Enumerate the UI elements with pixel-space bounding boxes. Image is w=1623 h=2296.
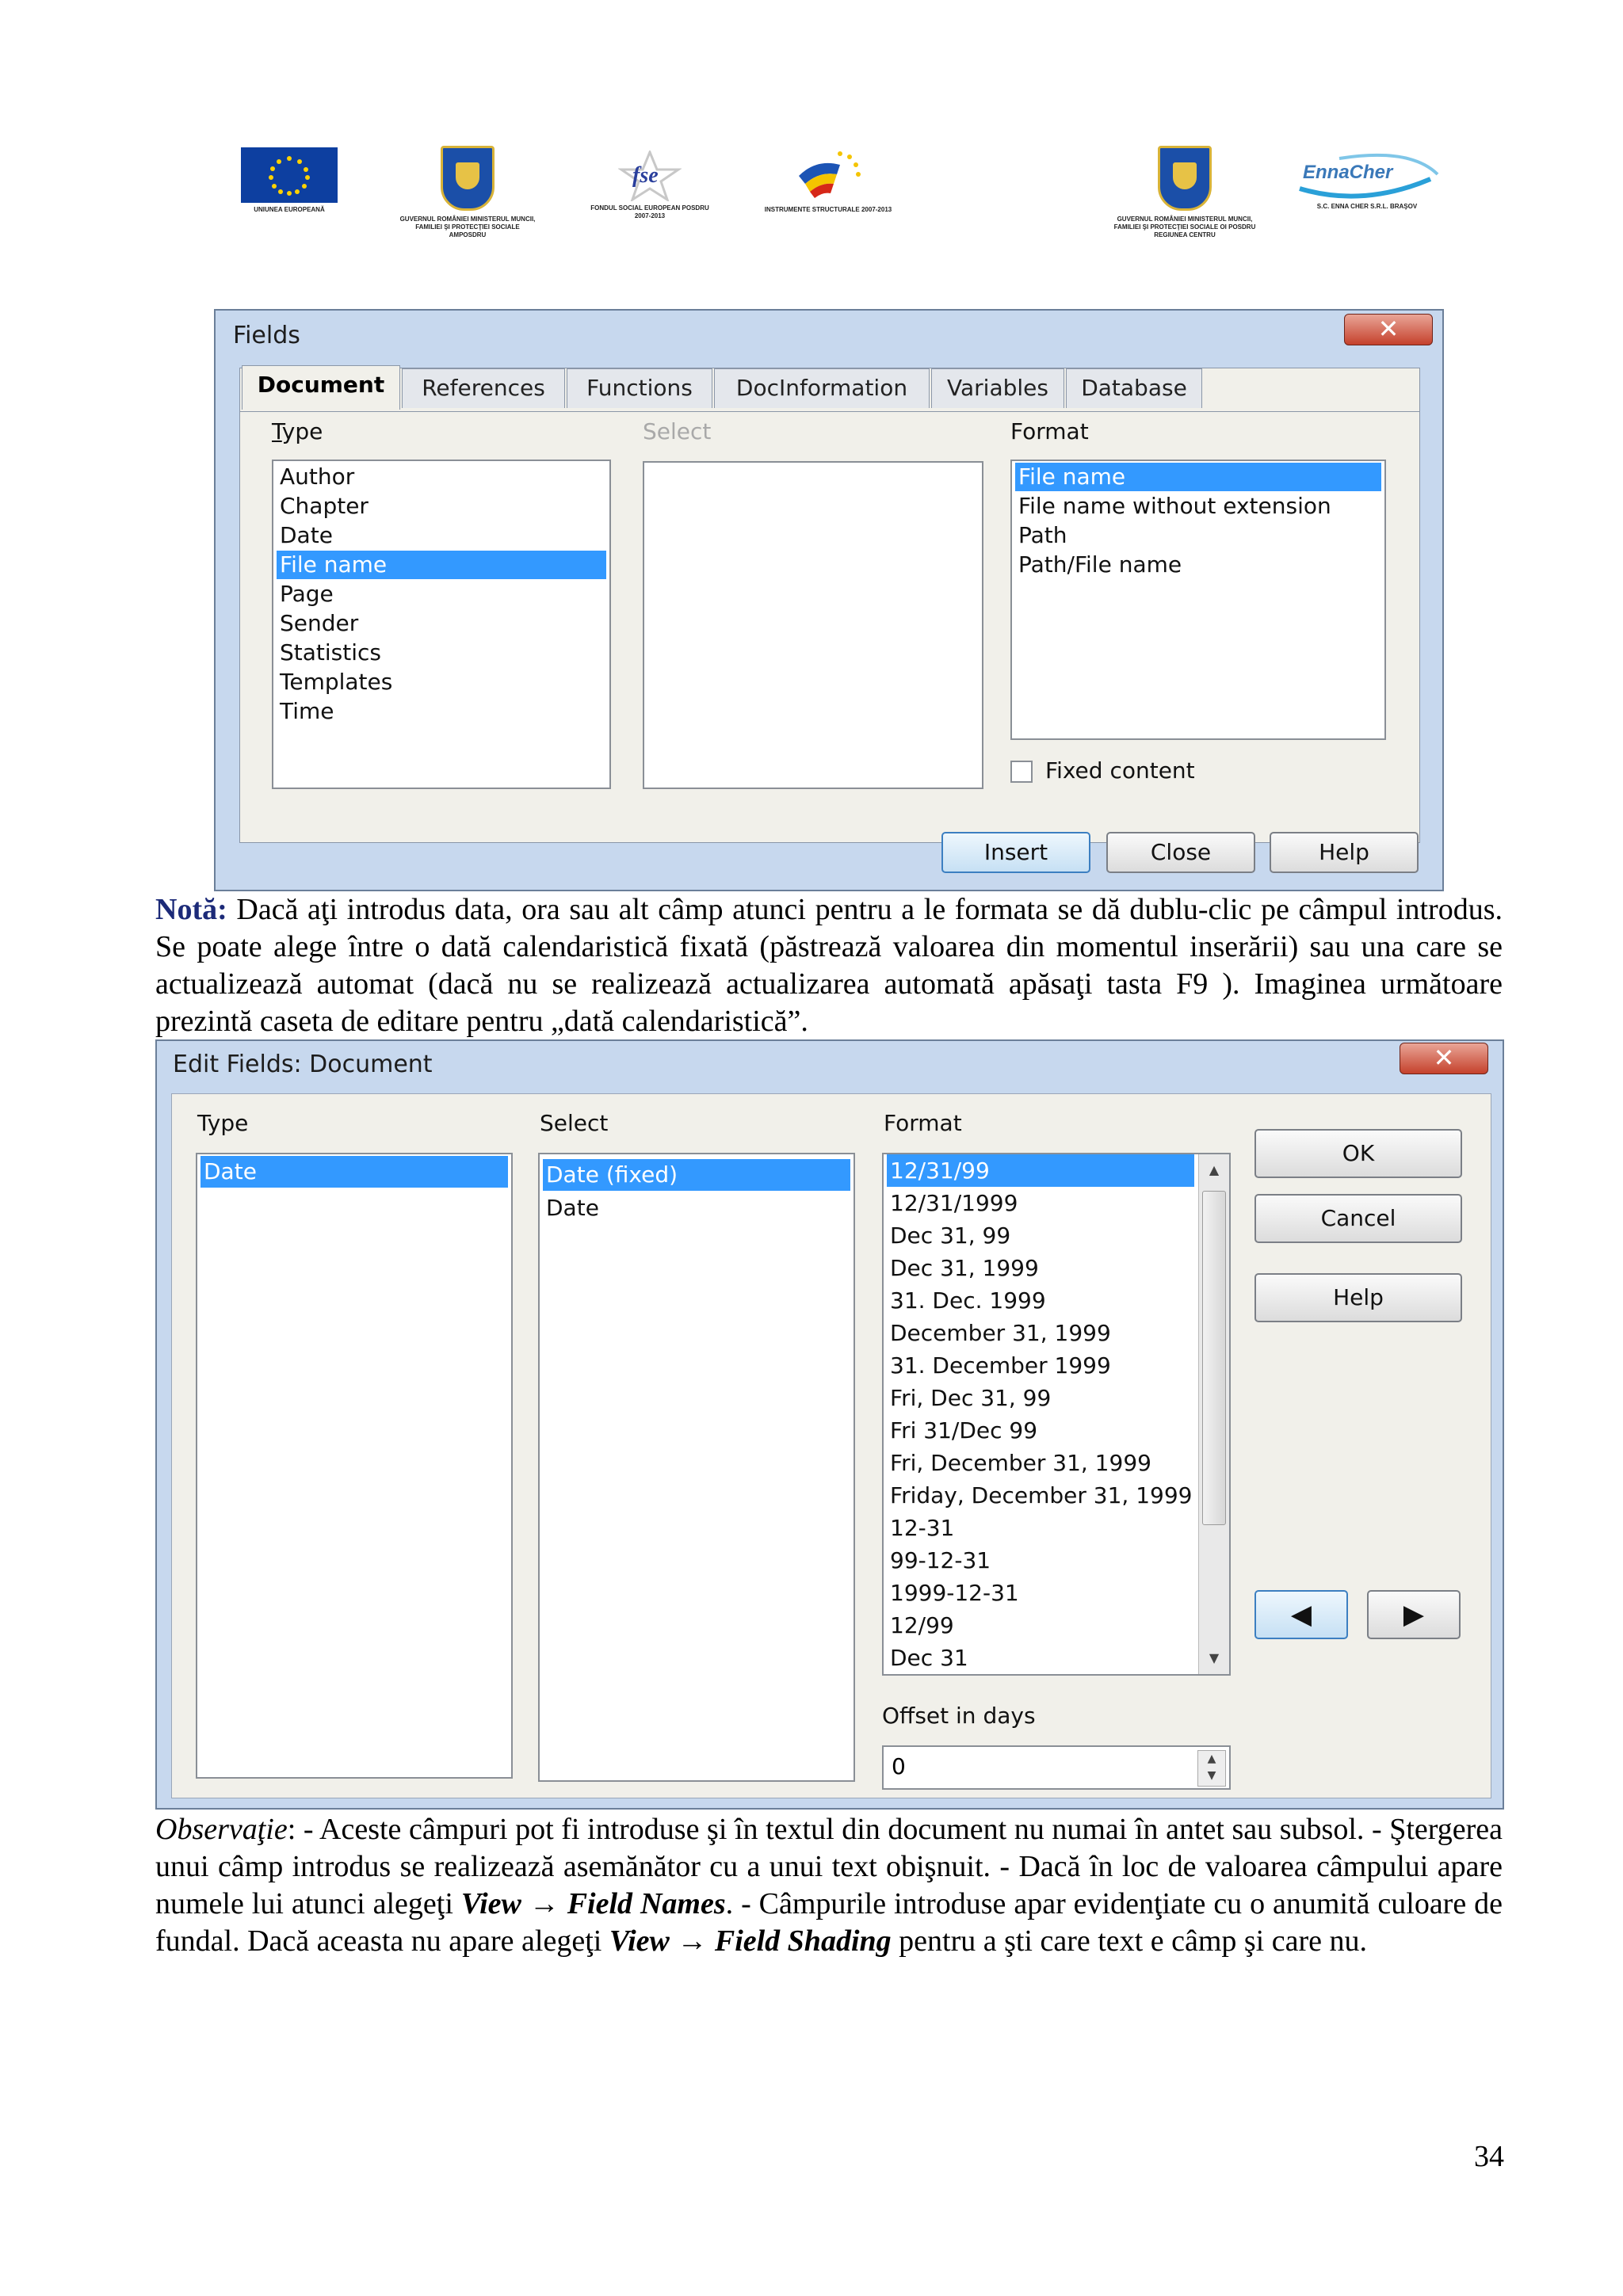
fixed-content-checkbox[interactable]: [1010, 761, 1033, 783]
fse-star-icon: [618, 151, 682, 201]
list-item[interactable]: 31. Dec. 1999: [890, 1287, 1046, 1314]
list-item[interactable]: Fri 31/Dec 99: [890, 1417, 1038, 1444]
offset-value: 0: [892, 1753, 906, 1779]
list-item[interactable]: Date: [546, 1195, 599, 1221]
select-listbox[interactable]: [538, 1153, 855, 1782]
list-item-selected[interactable]: 12/31/99: [887, 1154, 1194, 1187]
is-emblem-icon: [792, 147, 864, 203]
offset-label: Offset in days: [882, 1703, 1036, 1729]
tab-content: [240, 411, 1419, 824]
nota-lead: Notă:: [155, 893, 227, 926]
select-label: Select: [540, 1110, 609, 1136]
format-scrollbar[interactable]: [1198, 1154, 1229, 1674]
scroll-up-icon[interactable]: ▲: [1209, 1162, 1220, 1177]
edit-fields-dialog: [155, 1039, 1504, 1810]
fse-text: fse: [632, 163, 659, 188]
tab-docinformation[interactable]: DocInformation: [714, 368, 930, 408]
list-item[interactable]: 12/99: [890, 1612, 954, 1638]
ennacher-logo: [1292, 151, 1442, 211]
list-item[interactable]: Sender: [280, 610, 359, 636]
offset-input[interactable]: [882, 1745, 1231, 1790]
crest-icon: [1158, 146, 1212, 211]
page-number: 34: [1474, 2140, 1504, 2173]
list-item[interactable]: File name without extension: [1018, 493, 1331, 519]
observatie-text-3: pentru a şti care text e câmp şi care nu.: [891, 1924, 1367, 1958]
close-icon[interactable]: ✕: [1400, 1043, 1488, 1074]
list-item[interactable]: Path: [1018, 522, 1067, 548]
list-item-selected[interactable]: Date (fixed): [543, 1159, 850, 1191]
eu-flag-icon: [241, 147, 338, 203]
list-item[interactable]: 99-12-31: [890, 1547, 991, 1573]
list-item[interactable]: Chapter: [280, 493, 369, 519]
next-arrow-icon[interactable]: ▶: [1367, 1590, 1461, 1639]
ennacher-swoosh-icon: [1292, 151, 1442, 203]
offset-spin-icon[interactable]: ▲ ▼: [1197, 1750, 1226, 1787]
list-item[interactable]: Dec 31, 99: [890, 1222, 1011, 1249]
list-item[interactable]: Fri, December 31, 1999: [890, 1450, 1151, 1476]
observatie-lead: Observaţie: [155, 1813, 288, 1846]
observatie-text-2: . - Câmpurile introduse apar evidenţiate cu o anumită culoare de fundal. Dacă aceasta nu apare alegeţi: [155, 1887, 1503, 1958]
list-item[interactable]: Friday, December 31, 1999: [890, 1482, 1193, 1508]
fixed-content-label: Fixed content: [1045, 757, 1195, 784]
format-listbox[interactable]: [1010, 460, 1386, 740]
scroll-down-icon[interactable]: ▼: [1209, 1650, 1220, 1665]
ennacher-text: EnnaCher: [1303, 162, 1393, 183]
fields-dialog: [214, 309, 1444, 891]
fse-logo: [586, 151, 713, 220]
list-item-selected[interactable]: Date: [200, 1156, 508, 1188]
fields-body: [239, 368, 1420, 843]
is-caption: INSTRUMENTE STRUCTURALE 2007-2013: [764, 206, 892, 213]
format-label: Format: [1010, 418, 1089, 444]
menu-path-field-names: View → Field Names: [460, 1887, 726, 1920]
fse-caption: FONDUL SOCIAL EUROPEAN POSDRU 2007-2013: [590, 204, 709, 219]
list-item[interactable]: Author: [280, 463, 355, 490]
dialog-title: Fields: [233, 322, 300, 349]
select-listbox[interactable]: [643, 461, 983, 789]
tab-bar: [240, 368, 1419, 411]
list-item-selected[interactable]: File name: [277, 551, 606, 579]
format-listbox[interactable]: [882, 1153, 1231, 1676]
type-label: Type: [197, 1110, 249, 1136]
list-item[interactable]: Path/File name: [1018, 551, 1182, 578]
tab-database[interactable]: Database: [1066, 368, 1202, 408]
gov-left-caption: GUVERNUL ROMÂNIEI MINISTERUL MUNCII, FAMILIEI ŞI PROTECŢIEI SOCIALE AMPOSDRU: [399, 215, 536, 238]
observatie-paragraph: [155, 1811, 1503, 1960]
list-item[interactable]: Statistics: [280, 639, 381, 666]
insert-button[interactable]: Insert: [941, 832, 1090, 873]
type-label: Type: [272, 418, 323, 444]
observatie-text-1: : - Aceste câmpuri pot fi introduse şi în textul din document nu numai în antet sau subsol. - Ştergerea unui câmp introdus se realizează asemănător cu a unui text obişnuit. - Dacă în loc de valoarea câmpului apare numele lui atunci alegeţi: [155, 1813, 1503, 1920]
close-button[interactable]: Close: [1106, 832, 1255, 873]
eu-caption: UNIUNEA EUROPEANĂ: [254, 206, 325, 213]
tab-functions[interactable]: Functions: [567, 368, 712, 408]
list-item[interactable]: 12-31: [890, 1515, 955, 1541]
previous-arrow-icon[interactable]: ◀: [1254, 1590, 1348, 1639]
select-label: Select: [643, 418, 712, 444]
gov-crest-right: [1109, 146, 1260, 239]
cancel-button[interactable]: Cancel: [1254, 1194, 1462, 1243]
nota-text: Dacă aţi introdus data, ora sau alt câmp atunci pentru a le formata se dă dublu-clic pe câmpul introdus. Se poate alege între o dată calendaristică fixată (păstrează valoarea din momentul inserării) sau una care se actualizează automat (dacă nu se realizează actualizarea automată apăsaţi tasta F9 ). Imaginea următoare prezintă caseta de editare pentru „dată calendaristică”.: [155, 893, 1503, 1038]
dialog-title: Edit Fields: Document: [173, 1051, 433, 1078]
list-item[interactable]: Dec 31: [890, 1645, 968, 1671]
gov-crest-left: [396, 146, 539, 239]
menu-path-field-shading: View → Field Shading: [609, 1924, 892, 1958]
eu-logo: [230, 147, 349, 214]
ennacher-caption: S.C. ENNA CHER S.R.L. BRAŞOV: [1316, 203, 1418, 210]
scroll-thumb[interactable]: [1202, 1191, 1226, 1525]
list-item[interactable]: 12/31/1999: [890, 1190, 1018, 1216]
help-button[interactable]: Help: [1254, 1273, 1462, 1322]
crest-icon: [441, 146, 495, 211]
list-item[interactable]: December 31, 1999: [890, 1320, 1111, 1346]
list-item[interactable]: Templates: [280, 669, 393, 695]
help-button[interactable]: Help: [1270, 832, 1419, 873]
nota-paragraph: [155, 891, 1503, 1040]
is-logo: [761, 147, 896, 214]
list-item[interactable]: Page: [280, 581, 334, 607]
list-item[interactable]: Dec 31, 1999: [890, 1255, 1039, 1281]
list-item[interactable]: 31. December 1999: [890, 1352, 1111, 1379]
gov-right-caption: GUVERNUL ROMÂNIEI MINISTERUL MUNCII, FAMILIEI ŞI PROTECŢIEI SOCIALE OI POSDRU REGIUNEA CENTRU: [1113, 215, 1256, 238]
tab-variables[interactable]: Variables: [931, 368, 1064, 408]
ok-button[interactable]: OK: [1254, 1129, 1462, 1178]
type-listbox[interactable]: [196, 1153, 513, 1779]
close-icon[interactable]: ✕: [1344, 314, 1433, 345]
type-listbox[interactable]: [272, 460, 611, 789]
format-label: Format: [884, 1110, 962, 1136]
list-item[interactable]: Time: [280, 698, 334, 724]
edit-fields-body: [171, 1093, 1491, 1798]
list-item[interactable]: Fri, Dec 31, 99: [890, 1385, 1052, 1411]
tab-document[interactable]: Document: [242, 365, 400, 410]
tab-references[interactable]: References: [402, 368, 565, 408]
list-item[interactable]: 1999-12-31: [890, 1580, 1019, 1606]
list-item[interactable]: Date: [280, 522, 333, 548]
list-item-selected[interactable]: File name: [1015, 463, 1381, 491]
